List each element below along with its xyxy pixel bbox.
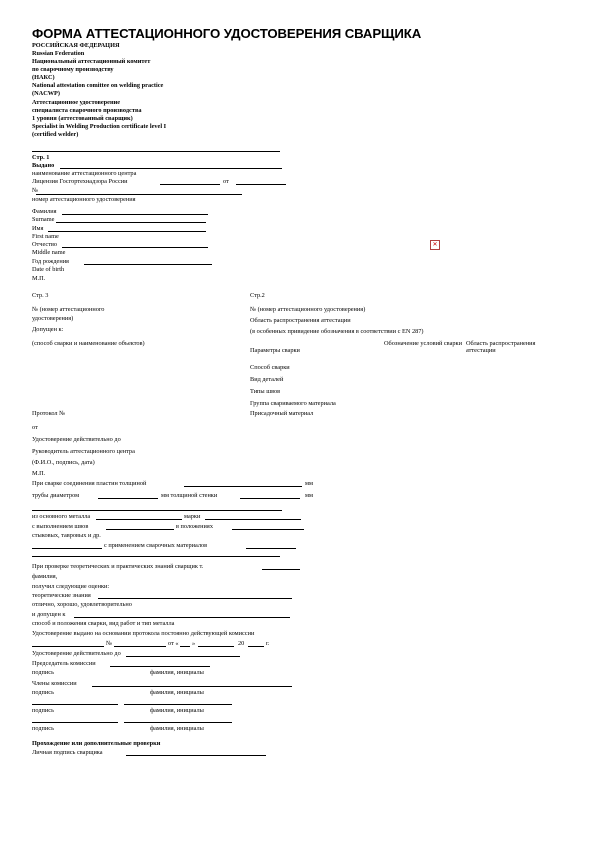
body-line: фамилия, инициалы [150,707,204,714]
page3-label: Стр. 3 [32,292,49,299]
body-line: Прохождение или дополнительные проверки [32,740,161,747]
positions-field[interactable] [232,529,304,530]
body-line: фамилия, инициалы [150,725,204,732]
table-row: Способ сварки [250,364,290,371]
page3-cert-no: № (номер аттестационного [32,306,105,313]
page2-label: Стр.2 [250,292,265,299]
body-line: с применением сварочных материалов [104,542,208,549]
protocol-number-field[interactable] [114,646,166,647]
protocol-prefix-field[interactable] [32,646,104,647]
license-label: Лицензия Госгортехнадзора России [32,178,128,185]
field-label: Отчество [32,241,58,248]
member-name-field[interactable] [124,722,232,723]
cert-number-field[interactable] [36,194,242,195]
body-line: Члены комиссии [32,680,77,687]
plate-thickness-field[interactable] [184,486,302,487]
body-line: подпись [32,707,54,714]
body-line: подпись [32,689,54,696]
license-field[interactable] [160,184,220,185]
surname-field[interactable] [62,214,208,215]
header-line: (НАКС) [32,74,55,81]
body-line: » [192,640,196,647]
body-line: Удостоверение действительно до [32,650,121,657]
table-row: Вид деталей [250,376,284,383]
body-line: Председатель комиссии [32,660,96,667]
body-line: отлично, хорошо, удовлетворительно [32,601,132,608]
field-label: Год рождения [32,258,69,265]
extra-field[interactable] [32,510,282,511]
unit-mm: мм [305,480,313,487]
body-line: с выполнением швов [32,523,89,530]
protocol-from: от [32,424,38,431]
body-line: При сварке соединения пластин толщиной [32,480,147,487]
method-caption: (способ сварки и наименование объектов) [32,340,145,347]
number-sign: № [32,187,39,194]
welder-name-field[interactable] [262,569,300,570]
body-line: подпись [32,725,54,732]
year-field[interactable] [248,646,264,647]
issued-field[interactable] [60,168,282,169]
field-label: First name [32,233,59,240]
issued-label: Выдано [32,162,55,169]
table-row: Группа свариваемого материала [250,400,336,407]
body-line: г. [266,640,270,647]
body-line: из основного металла [32,513,91,520]
field-label: Surname [32,216,55,223]
head-label: Руководитель аттестационного центра [32,448,135,455]
theory-field[interactable] [98,598,292,599]
extra-field[interactable] [32,556,280,557]
body-line: фамилия, [32,573,58,580]
page1-label: Стр. 1 [32,154,50,161]
field-label: Date of birth [32,266,65,273]
birth-year-field[interactable] [84,264,212,265]
valid-till-label: Удостоверение действительно до [32,436,121,443]
surname-en-field[interactable] [56,222,206,223]
header-line: Аттестационное удостоверение [32,99,121,106]
stamp-label: М.П. [32,275,46,282]
page3-cert-no2: удостоверения) [32,315,74,322]
body-line: При проверке теоретических и практических знаний сварщик т. [32,563,204,570]
field-label: Фамилия [32,208,57,215]
protocol-label: Протокол № [32,410,66,417]
header-line: специалиста сварочного производства [32,107,142,114]
cert-number-caption: номер аттестационного удостоверения [32,196,136,203]
body-line: трубы диаметром [32,492,80,499]
day-field[interactable] [180,646,190,647]
page2-cert-no: № (номер аттестационного удостоверения) [250,306,366,313]
separator-line [32,151,280,152]
header-line: (certified welder) [32,131,79,138]
name-field[interactable] [48,231,206,232]
materials-field[interactable] [246,548,296,549]
body-line: способ и положения сварки, вид работ и тип металла [32,620,175,627]
body-line: от « [168,640,179,647]
body-line: мм толщиной стенки [161,492,218,499]
body-line: фамилия, инициалы [150,689,204,696]
base-metal-field[interactable] [96,519,182,520]
stamp-label: М.П. [32,470,46,477]
member-sign-field[interactable] [32,722,118,723]
chairman-field[interactable] [110,666,210,667]
header-line: (NACWP) [32,90,60,97]
column-header-conditions: Обозначение условий сварки [384,340,462,347]
grade-field[interactable] [205,519,301,520]
member-name-field[interactable] [124,704,232,705]
license-date-field[interactable] [236,184,286,185]
column-header-area: Область распространения аттестации [466,340,536,354]
admitted-to-field[interactable] [74,617,290,618]
body-line: Личная подпись сварщика [32,749,103,756]
field-label: Имя [32,225,44,232]
column-header-params: Параметры сварки [250,347,300,354]
header-line: 1 уровня (аттестованный сварщик) [32,115,133,122]
body-line: марки [184,513,201,520]
welder-signature-field[interactable] [126,755,266,756]
welds-field[interactable] [106,529,174,530]
valid-until-field[interactable] [126,656,240,657]
table-row: Типы швов [250,388,281,395]
admitted-label: Допущен к: [32,326,64,333]
unit-mm: мм [305,492,313,499]
month-field[interactable] [198,646,234,647]
signature-caption: (Ф.И.О., подпись, дата) [32,459,95,466]
table-row: Присадочный материал [250,410,314,417]
body-line: Удостоверение выдано на основании протокола постоянно действующей комиссии [32,630,255,637]
members-field[interactable] [92,686,292,687]
center-name-caption: наименование аттестационного центра [32,170,137,177]
pipe-diameter-field[interactable] [98,498,158,499]
body-line: и допущен к [32,611,66,618]
area-label: Область распространения аттестации [250,317,351,324]
header-line: по сварочному производству [32,66,114,73]
note-label: (в особенных привидение обозначения в соответствии с EN 287) [250,328,424,335]
header-line: National attestation comittee on welding practice [32,82,164,89]
header-line: РОССИЙСКАЯ ФЕДЕРАЦИЯ [32,42,120,49]
broken-image-icon: ✕ [430,240,440,250]
body-line: в положениях [176,523,213,530]
field-label: Middle name [32,249,66,256]
body-line: № [106,640,113,647]
body-line: фамилия, инициалы [150,669,204,676]
body-line: получил следующие оценки: [32,583,110,590]
body-line: подпись [32,669,54,676]
body-line: стыковых, тавровых и др. [32,532,101,539]
member-sign-field[interactable] [32,704,118,705]
materials-prefix-field[interactable] [32,548,102,549]
header-line: Национальный аттестационный комитет [32,58,151,65]
page-title: ФОРМА АТТЕСТАЦИОННОГО УДОСТОВЕРЕНИЯ СВАРЩИКА [32,26,422,41]
middle-name-field[interactable] [62,247,208,248]
body-line: 20 [238,640,245,647]
license-from: от [223,178,229,185]
body-line: теоретические знания [32,592,91,599]
wall-thickness-field[interactable] [240,498,300,499]
header-line: Russian Federation [32,50,85,57]
header-line: Specialist in Welding Production certificate level I [32,123,167,130]
